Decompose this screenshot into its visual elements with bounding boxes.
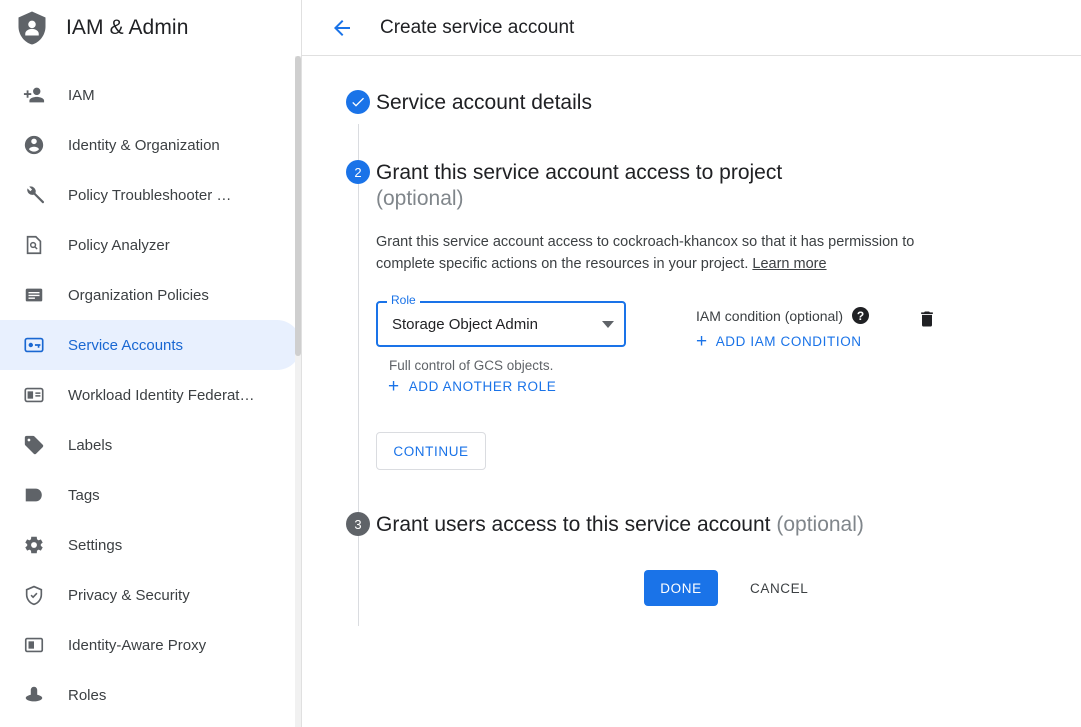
help-icon[interactable]: ? bbox=[852, 307, 869, 324]
plus-icon: + bbox=[388, 375, 400, 397]
role-select[interactable] bbox=[376, 301, 626, 347]
sidebar-scrollbar-thumb[interactable] bbox=[295, 56, 301, 356]
account-circle-icon bbox=[22, 133, 46, 157]
add-another-role-label: ADD ANOTHER ROLE bbox=[408, 379, 557, 394]
shield-person-icon bbox=[14, 10, 50, 46]
sidebar-item-labels[interactable] bbox=[0, 420, 301, 470]
role-helper-text: Full control of GCS objects. bbox=[389, 358, 554, 373]
sidebar-item-label: Policy Analyzer bbox=[68, 236, 170, 254]
check-icon bbox=[346, 90, 370, 114]
gear-icon bbox=[22, 533, 46, 557]
step3-title bbox=[376, 512, 1041, 538]
sidebar-scrollbar[interactable] bbox=[295, 56, 301, 727]
sidebar-item-label: Tags bbox=[68, 486, 100, 504]
arrow-left-icon[interactable] bbox=[330, 16, 354, 40]
add-iam-condition-button[interactable] bbox=[696, 330, 869, 352]
sidebar-item-label: Privacy & Security bbox=[68, 586, 190, 604]
badge-key-icon bbox=[22, 333, 46, 357]
wrench-icon bbox=[22, 183, 46, 207]
sidebar-item-privacy-security[interactable] bbox=[0, 570, 301, 620]
sidebar-item-label: Labels bbox=[68, 436, 113, 454]
sidebar-item-policy-analyzer[interactable] bbox=[0, 220, 301, 270]
sidebar-item-label: Roles bbox=[68, 686, 107, 704]
step2-description-text: Grant this service account access to cockroach-khancox so that it has permission to complete specific actions on the resources in your project. bbox=[376, 234, 915, 272]
sidebar-item-workload-identity-federation[interactable] bbox=[0, 370, 301, 420]
continue-button[interactable]: CONTINUE bbox=[376, 432, 486, 470]
role-select-label: Role bbox=[387, 293, 420, 307]
tag-outline-icon bbox=[22, 483, 46, 507]
document-search-icon bbox=[22, 233, 46, 257]
sidebar-item-label: Service Accounts bbox=[68, 336, 184, 354]
hat-icon bbox=[22, 683, 46, 707]
add-iam-condition-label: ADD IAM CONDITION bbox=[715, 334, 862, 349]
step2-title bbox=[376, 160, 1041, 212]
brand-title: IAM & Admin bbox=[66, 16, 189, 39]
shield-icon bbox=[22, 583, 46, 607]
sidebar-item-label: Identity & Organization bbox=[68, 136, 220, 154]
sidebar-item-label: Settings bbox=[68, 536, 123, 554]
chevron-down-icon bbox=[602, 321, 614, 328]
sidebar-item-roles[interactable] bbox=[0, 670, 301, 720]
sidebar-item-service-accounts[interactable] bbox=[0, 320, 301, 370]
step2-marker: 2 bbox=[346, 160, 370, 184]
sidebar-item-label: Policy Troubleshooter … bbox=[68, 186, 232, 204]
list-card-icon bbox=[22, 283, 46, 307]
sidebar-item-iam[interactable] bbox=[0, 70, 301, 120]
proxy-icon bbox=[22, 633, 46, 657]
id-card-icon bbox=[22, 383, 46, 407]
page-header bbox=[302, 0, 1081, 56]
step2-description bbox=[376, 231, 976, 275]
plus-icon: + bbox=[696, 330, 708, 352]
sidebar-item-tags[interactable] bbox=[0, 470, 301, 520]
step3-marker: 3 bbox=[346, 512, 370, 536]
iam-condition-group bbox=[696, 301, 869, 352]
step3-optional-text: (optional) bbox=[776, 513, 864, 536]
sidebar-header bbox=[0, 0, 301, 56]
trash-icon[interactable] bbox=[917, 301, 937, 334]
role-row bbox=[376, 293, 1041, 373]
wizard-footer bbox=[302, 570, 1081, 606]
step-service-account-details[interactable] bbox=[302, 90, 1081, 116]
iam-condition-label: IAM condition (optional) bbox=[696, 307, 844, 324]
sidebar-item-identity-aware-proxy[interactable] bbox=[0, 620, 301, 670]
step-grant-users-access bbox=[302, 512, 1081, 538]
role-select-wrapper bbox=[376, 293, 626, 373]
done-button[interactable]: DONE bbox=[644, 570, 718, 606]
learn-more-link[interactable]: Learn more bbox=[752, 256, 827, 272]
step2-title-text: Grant this service account access to project bbox=[376, 161, 783, 184]
cancel-button[interactable]: CANCEL bbox=[736, 570, 822, 606]
sidebar-nav bbox=[0, 56, 301, 720]
sidebar-item-settings[interactable] bbox=[0, 520, 301, 570]
sidebar-item-label: Identity-Aware Proxy bbox=[68, 636, 207, 654]
sidebar-item-policy-troubleshooter[interactable] bbox=[0, 170, 301, 220]
sidebar-item-identity-organization[interactable] bbox=[0, 120, 301, 170]
step-grant-project-access bbox=[302, 160, 1081, 470]
tag-icon bbox=[22, 433, 46, 457]
wizard-content bbox=[302, 56, 1081, 606]
sidebar-item-label: Workload Identity Federat… bbox=[68, 386, 255, 404]
main-panel bbox=[302, 0, 1081, 727]
sidebar-item-label: Organization Policies bbox=[68, 286, 209, 304]
sidebar-item-organization-policies[interactable] bbox=[0, 270, 301, 320]
step2-optional-text: (optional) bbox=[376, 187, 464, 210]
person-add-icon bbox=[22, 83, 46, 107]
iam-condition-header bbox=[696, 307, 869, 324]
step1-title: Service account details bbox=[376, 91, 592, 114]
role-select-value: Storage Object Admin bbox=[392, 315, 538, 333]
page-title: Create service account bbox=[380, 16, 575, 38]
add-another-role-button[interactable] bbox=[376, 375, 557, 397]
step3-title-text: Grant users access to this service account bbox=[376, 513, 771, 536]
sidebar bbox=[0, 0, 302, 727]
sidebar-item-label: IAM bbox=[68, 86, 95, 104]
